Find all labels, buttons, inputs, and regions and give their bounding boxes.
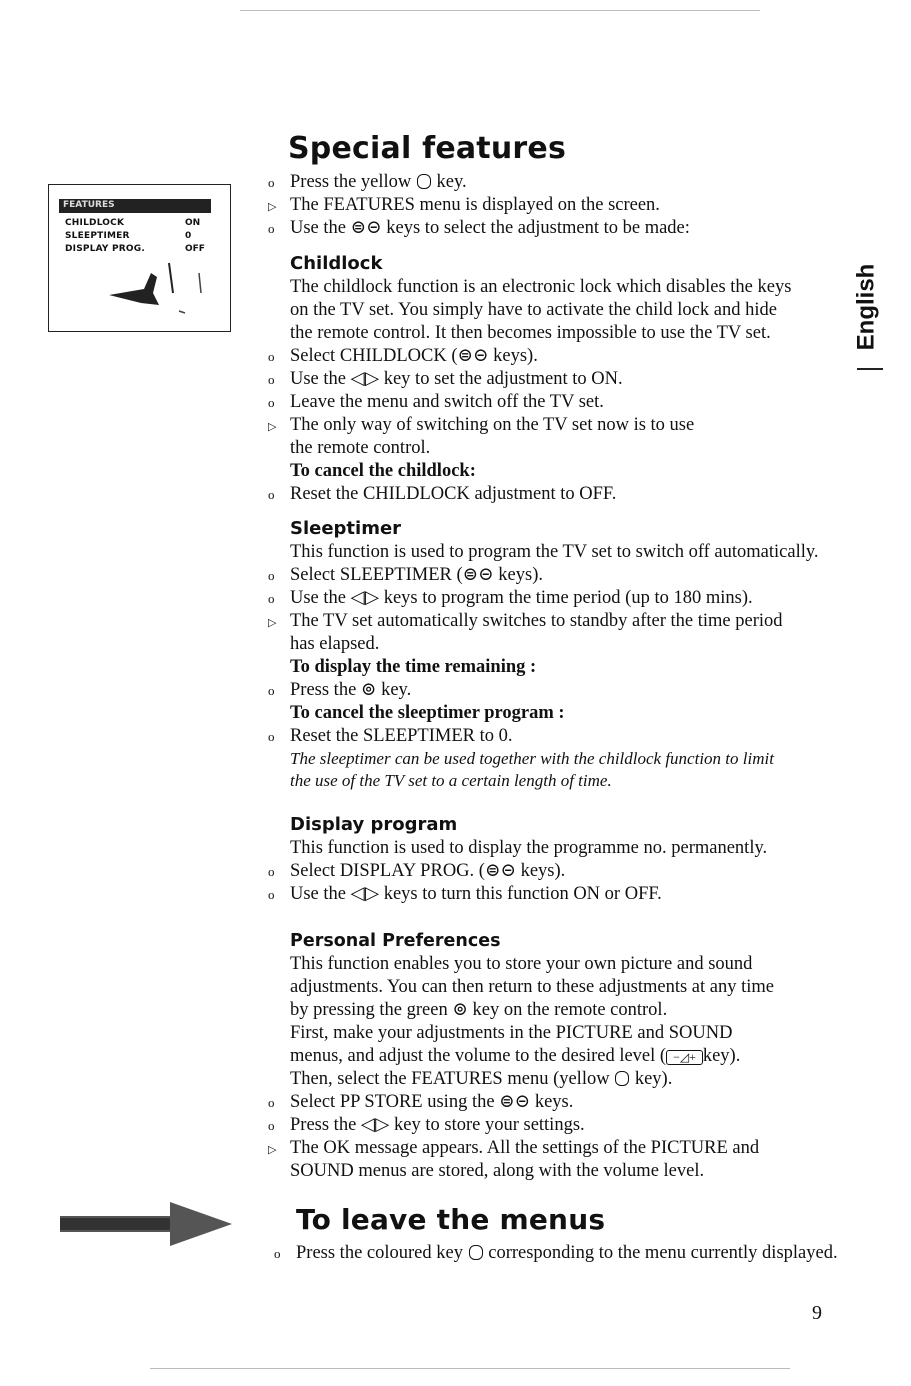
up-down-keys-icon: ⊜⊝ [484,861,521,881]
screen-value-childlock: ON [185,218,201,228]
up-down-keys-icon: ⊜⊝ [350,218,382,238]
green-key-icon: ⊚ [452,1000,468,1020]
language-tab-label: English [852,263,880,351]
tab-divider [857,368,883,370]
screen-header-bar [59,199,211,213]
screen-item-sleeptimer: SLEEPTIMER [65,231,130,241]
screen-item-childlock: CHILDLOCK [65,218,125,228]
sleeptimer-description: This function is used to program the TV set to switch off automatically. [290,542,819,562]
screen-item-display-prog: DISPLAY PROG. [65,244,145,254]
page-title: Special features [288,131,567,166]
leave-menus-section: o Press the coloured key corresponding to the menu currently displayed. [274,1243,838,1263]
display-program-description: This function is used to display the programme no. permanently. [290,838,768,858]
childlock-description: The childlock function is an electronic lock which disables the keys on the TV set. You simply have to activate the child lock and hide the remote control. It then becomes impossible to use the TV set. [290,277,792,343]
sleeptimer-heading: Sleeptimer [290,518,402,539]
childlock-heading: Childlock [290,253,383,274]
intro-block: o Press the yellow key. ▷ The FEATURES menu is displayed on the screen. o Use the ⊜⊝ keys to select the adjustment to be made: [268,172,690,238]
page-number: 9 [812,1302,822,1324]
coloured-key-icon [469,1245,483,1260]
screen-value-sleeptimer: 0 [185,231,192,241]
up-down-keys-icon: ⊜⊝ [457,346,494,366]
display-program-heading: Display program [290,814,458,835]
display-program-section: Display program This function is used to display the programme no. permanently. o Select DISPLAY PROG. (⊜⊝ keys). o Use the ◁▷ keys to turn this function ON or OFF. [290,813,850,906]
screen-value-display-prog: OFF [185,244,205,254]
arrow-graphic-icon [60,1198,235,1250]
sleeptimer-section: Sleeptimer This function is used to program the TV set to switch off automatically. o Select SLEEPTIMER (⊜⊝ keys). o Use the ◁▷ keys to program the time period (up to 180 mins). ▷ The TV set automatically switches to standby after the time period has elapsed. To display the time remaining : o Press the ⊚ key. To cancel the sleeptimer program : o Reset the SLEEPTIMER to 0. The sleeptimer can be used together with the childlock function to limit the use of the TV set to a certain length of time. [290,517,850,792]
left-right-keys-icon: ◁▷ [350,588,380,608]
screen-header-text: FEATURES [63,200,115,210]
volume-key-icon: −◿+ [666,1050,703,1065]
yellow-key-icon [417,174,431,189]
pointing-hand-icon [89,253,219,323]
childlock-cancel-heading: To cancel the childlock: [290,461,476,481]
sleeptimer-remaining-heading: To display the time remaining : [290,657,537,677]
info-key-icon: ⊚ [360,680,377,700]
left-right-keys-icon: ◁▷ [350,369,380,389]
sleeptimer-note: The sleeptimer can be used together with the childlock function to limit the use of the TV set to a certain length of time. [290,749,774,790]
personal-preferences-section: Personal Preferences This function enables you to store your own picture and sound adjustments. You can then return to these adjustments at any time by pressing the green ⊚ key on the remote control. First, make your adjustments in the PICTURE and SOUND menus, and adjust the volume to the desired level ( −◿+ key). Then, select the FEATURES menu (yellow key). o Select PP STORE using the ⊜⊝ keys. o Press the ◁▷ key to store your settings. ▷ The OK message appears. All the settings of the PICTURE and SOUND menus are stored, along with the volume level. [290,929,830,1183]
leave-menus-title: To leave the menus [296,1203,606,1236]
yellow-key-icon [615,1071,629,1086]
scan-artifact-top [240,10,760,11]
sleeptimer-cancel-heading: To cancel the sleeptimer program : [290,703,565,723]
language-tab [846,262,886,352]
up-down-keys-icon: ⊜⊝ [499,1092,531,1112]
personal-preferences-heading: Personal Preferences [290,931,501,951]
up-down-keys-icon: ⊜⊝ [462,565,499,585]
scan-artifact-bottom [150,1368,790,1369]
left-right-keys-icon: ◁▷ [350,884,380,904]
childlock-section: Childlock The childlock function is an electronic lock which disables the keys on the TV set. You simply have to activate the child lock and hide the remote control. It then becomes impossible to use the TV set. o Select CHILDLOCK (⊜⊝ keys). o Use the ◁▷ key to set the adjustment to ON. o Leave the menu and switch off the TV set. ▷ The only way of switching on the TV set now is to use the remote control. To cancel the childlock: o Reset the CHILDLOCK adjustment to OFF. [290,252,850,506]
left-right-keys-icon: ◁▷ [360,1115,390,1135]
features-menu-screenshot [48,184,231,332]
